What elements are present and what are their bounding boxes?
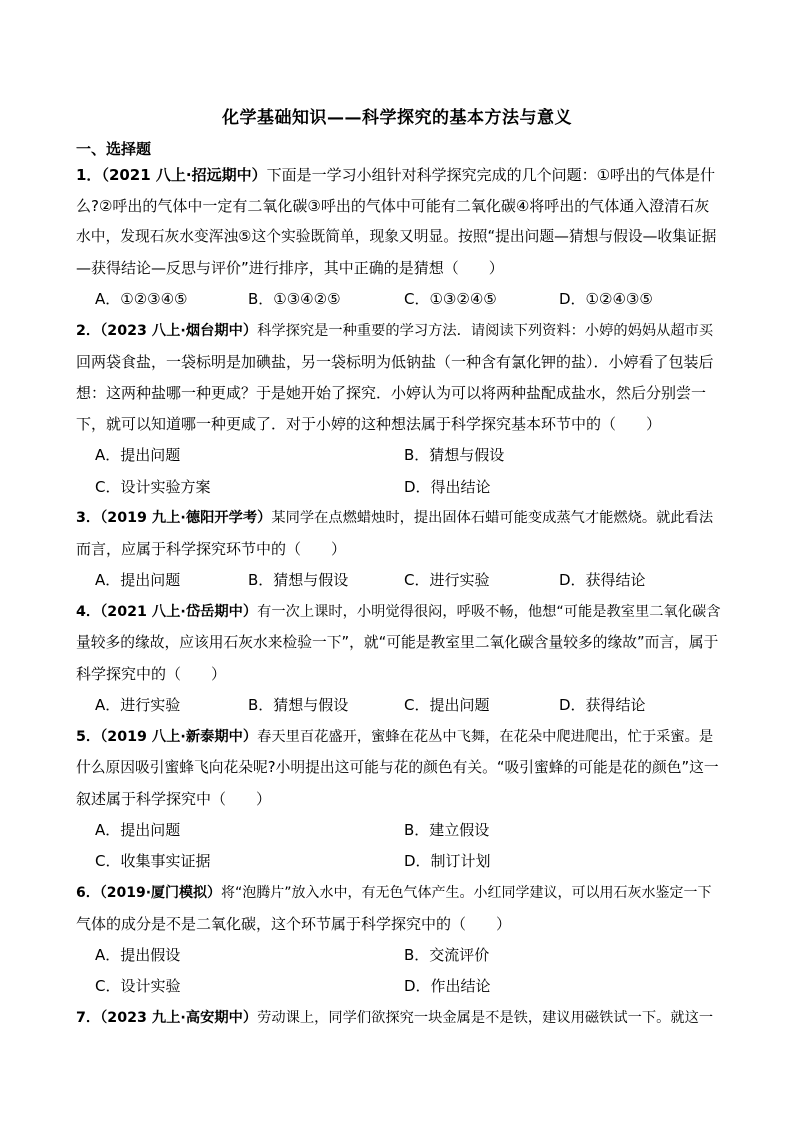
q6-number: 6． [76, 885, 100, 901]
q5-option-a: A．提出问题 [95, 821, 181, 839]
page-title: 化学基础知识——科学探究的基本方法与意义 [222, 108, 572, 128]
q7-source: （2023 九上·高安期中） [100, 1010, 258, 1026]
q4-option-c: C．提出问题 [404, 696, 490, 714]
q7-line-1 [76, 1008, 720, 1028]
section-heading: 一、选择题 [76, 140, 152, 158]
q2-option-c: C．设计实验方案 [95, 478, 211, 496]
q4-number: 4． [76, 604, 101, 620]
q1-line-2: 么?②呼出的气体中一定有二氧化碳③呼出的气体中可能有二氧化碳④将呼出的气体通入澄清石灰 [76, 197, 710, 215]
q1-line-4: —获得结论—反思与评价”进行排序，其中正确的是猜想（ ） [76, 259, 504, 277]
q5-text: 春天里百花盛开，蜜蜂在花丛中飞舞，在花朵中爬进爬出，忙于采蜜。是 [257, 729, 714, 745]
q1-line-1 [76, 165, 720, 185]
q5-line-2: 什么原因吸引蜜蜂飞向花朵呢?小明提出这可能与花的颜色有关。“吸引蜜蜂的可能是花的颜色”这一 [76, 759, 719, 776]
q1-text: 下面是一学习小组针对科学探究完成的几个问题：①呼出的气体是什 [266, 166, 716, 184]
q2-number: 2． [76, 323, 101, 339]
q5-line-3: 叙述属于科学探究中（ ） [76, 790, 272, 808]
q5-source: （2019 八上·新泰期中） [100, 729, 258, 745]
q3-line-2: 而言，应属于科学探究环节中的（ ） [76, 540, 347, 558]
q3-text: 某同学在点燃蜡烛时，提出固体石蜡可能变成蒸气才能燃烧。就此看法 [271, 510, 714, 526]
q2-line-1 [76, 321, 720, 341]
q2-text: 科学探究是一种重要的学习方法．请阅读下列资料：小婷的妈妈从超市买 [257, 323, 714, 339]
q2-option-a: A．提出问题 [95, 446, 181, 464]
q3-option-d: D．获得结论 [559, 571, 646, 589]
q4-line-1 [76, 602, 720, 622]
q7-text: 劳动课上，同学们欲探究一块金属是不是铁，建议用磁铁试一下。就这一 [257, 1010, 714, 1026]
q5-option-c: C．收集事实证据 [95, 852, 211, 870]
q6-option-c: C．设计实验 [95, 977, 181, 995]
q1-source: （2021 八上·招远期中） [101, 166, 267, 184]
q2-option-b: B．猜想与假设 [404, 446, 505, 464]
q1-option-a: A．①②③④⑤ [95, 290, 188, 308]
q5-option-b: B．建立假设 [404, 821, 490, 839]
q1-number: 1． [76, 166, 102, 184]
q3-source: （2019 九上·德阳开学考） [100, 510, 272, 526]
q6-text: 将“泡腾片”放入水中，有无色气体产生。小红同学建议，可以用石灰水鉴定一下 [221, 885, 712, 901]
q1-option-c: C．①③②④⑤ [404, 290, 497, 308]
q4-line-2: 量较多的缘故，应该用石灰水来检验一下”，就“可能是教室里二氧化碳含量较多的缘故”而言，属于 [76, 634, 719, 651]
q2-option-d: D．得出结论 [404, 478, 491, 496]
q2-source: （2023 八上·烟台期中） [100, 323, 258, 339]
q7-number: 7． [76, 1010, 101, 1026]
q6-source: （2019·厦门模拟） [99, 885, 222, 901]
q3-option-a: A．提出问题 [95, 571, 181, 589]
q2-line-3: 想：这两种盐哪一种更咸？于是她开始了探究．小婷认为可以将两种盐配成盐水，然后分别尝一 [76, 384, 707, 402]
q1-option-b: B．①③④②⑤ [248, 290, 341, 308]
q5-number: 5． [76, 729, 101, 745]
q6-line-2: 气体的成分是不是二氧化碳，这个环节属于科学探究中的（ ） [76, 915, 512, 933]
q6-line-1 [76, 883, 720, 903]
q3-option-c: C．进行实验 [404, 571, 490, 589]
q4-line-3: 科学探究中的（ ） [76, 665, 227, 683]
q3-option-b: B．猜想与假设 [248, 571, 349, 589]
q6-option-b: B．交流评价 [404, 946, 490, 964]
q3-line-1 [76, 508, 720, 528]
q5-option-d: D．制订计划 [404, 852, 491, 870]
q4-option-b: B．猜想与假设 [248, 696, 349, 714]
q5-line-1 [76, 727, 720, 747]
q3-number: 3． [76, 510, 101, 526]
q6-option-a: A．提出假设 [95, 946, 181, 964]
q2-line-4: 下，就可以知道哪一种更咸了．对于小婷的这种想法属于科学探究基本环节中的（ ） [76, 415, 662, 433]
q4-source: （2021 八上·岱岳期中） [100, 604, 258, 620]
q1-option-d: D．①②④③⑤ [559, 290, 653, 308]
q6-option-d: D．作出结论 [404, 977, 491, 995]
q4-text: 有一次上课时，小明觉得很闷，呼吸不畅，他想“可能是教室里二氧化碳含 [257, 604, 721, 620]
q2-line-2: 回两袋食盐，一袋标明是加碘盐，另一袋标明为低钠盐（一种含有氯化钾的盐）．小婷看了包装后 [76, 353, 714, 371]
q4-option-d: D．获得结论 [559, 696, 646, 714]
q4-option-a: A．进行实验 [95, 696, 181, 714]
q1-line-3: 水中，发现石灰水变浑浊⑤这个实验既简单，现象又明显。按照“提出问题—猜想与假设—收集证据 [76, 228, 717, 245]
